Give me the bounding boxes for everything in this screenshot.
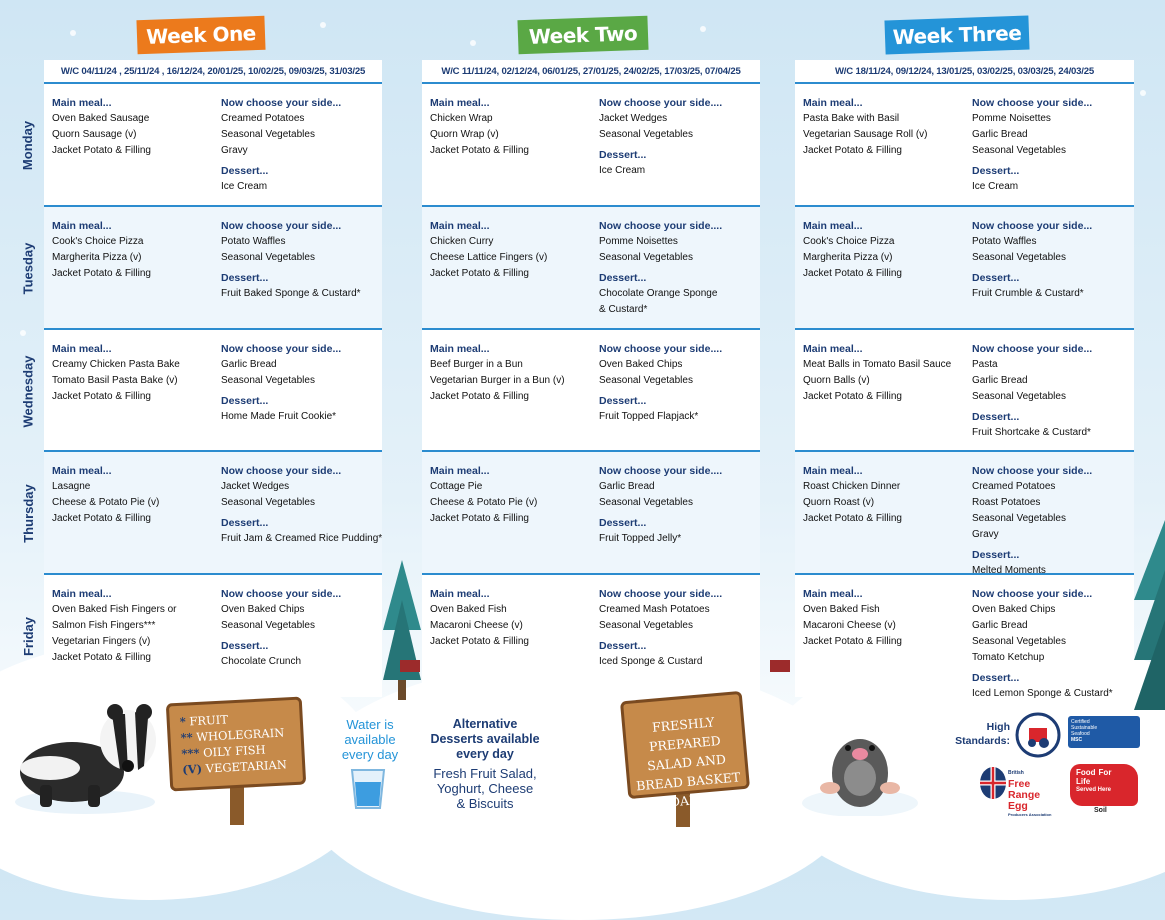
dessert-item: Fruit Crumble & Custard* [972, 288, 1084, 299]
snow-flake [1140, 90, 1146, 96]
side-heading: Now choose your side.... [599, 343, 723, 355]
side-item: Tomato Ketchup [972, 652, 1045, 663]
week-commencing-dates: W/C 18/11/24, 09/12/24, 13/01/25, 03/02/25, 03/03/25, 24/03/25 [834, 65, 1095, 77]
main-meal-column [430, 95, 529, 159]
main-meal-item: Jacket Potato & Filling [803, 145, 902, 156]
day-row-thursday [795, 450, 1134, 576]
main-meal-item: Pasta Bake with Basil [803, 113, 900, 124]
side-item: Gravy [972, 529, 999, 540]
dessert-heading: Dessert... [599, 640, 647, 652]
side-heading: Now choose your side... [221, 220, 342, 232]
key-row-vegetarian: (V) VEGETARIAN [181, 757, 288, 777]
main-meal-item: Oven Baked Sausage [52, 113, 150, 124]
main-meal-heading: Main meal... [52, 465, 112, 477]
british-egg-logo-icon [978, 766, 1008, 800]
week-commencing-dates: W/C 11/11/24, 02/12/24, 06/01/25, 27/01/25, 24/02/25, 17/03/25, 07/04/25 [441, 65, 741, 77]
dessert-heading: Dessert... [972, 165, 1020, 177]
side-heading: Now choose your side.... [599, 588, 723, 600]
pine-tree-icon [1134, 520, 1165, 710]
side-item: Seasonal Vegetables [972, 636, 1066, 647]
side-item: Creamed Potatoes [221, 113, 305, 124]
main-meal-item: Jacket Potato & Filling [430, 145, 529, 156]
dessert-item: Ice Cream [221, 181, 268, 192]
week-3-menu-panel [795, 60, 1134, 697]
side-item: Oven Baked Chips [599, 359, 683, 370]
side-item: Potato Waffles [972, 236, 1037, 247]
side-column [221, 341, 341, 425]
dessert-item: Fruit Topped Flapjack* [599, 411, 699, 422]
side-item: Seasonal Vegetables [221, 497, 315, 508]
side-item: Seasonal Vegetables [599, 620, 693, 631]
side-heading: Now choose your side... [221, 97, 342, 109]
day-row-wednesday [795, 328, 1134, 450]
main-meal-column [52, 341, 180, 405]
main-meal-item: Vegetarian Fingers (v) [52, 636, 151, 647]
side-heading: Now choose your side.... [599, 465, 723, 477]
day-row-wednesday [44, 328, 382, 450]
main-meal-item: Cheese & Potato Pie (v) [52, 497, 160, 508]
main-meal-column [52, 95, 151, 159]
badger-illustration [10, 700, 160, 815]
main-meal-column [803, 95, 928, 159]
side-item: Jacket Wedges [221, 481, 290, 492]
dessert-item: Fruit Shortcake & Custard* [972, 427, 1091, 438]
main-meal-column [52, 218, 151, 282]
main-meal-heading: Main meal... [803, 97, 863, 109]
main-meal-heading: Main meal... [430, 588, 490, 600]
main-meal-column [803, 586, 902, 650]
side-column [972, 218, 1092, 302]
main-meal-item: Macaroni Cheese (v) [430, 620, 523, 631]
day-row-friday [795, 573, 1134, 697]
dessert-item: Ice Cream [972, 181, 1019, 192]
day-row-tuesday [44, 205, 382, 328]
main-meal-column [803, 341, 951, 405]
main-meal-item: Chicken Curry [430, 236, 494, 247]
side-item: Garlic Bread [972, 129, 1028, 140]
side-item: Gravy [221, 145, 248, 156]
day-label-tuesday: Tuesday [20, 242, 36, 294]
key-row-fruit: * FRUIT [179, 712, 229, 729]
side-column [972, 463, 1092, 579]
side-item: Pasta [972, 359, 998, 370]
side-item: Seasonal Vegetables [221, 620, 315, 631]
tree-post [770, 660, 790, 672]
main-meal-item: Salmon Fish Fingers*** [52, 620, 156, 631]
dessert-heading: Dessert... [221, 640, 269, 652]
side-heading: Now choose your side.... [599, 97, 723, 109]
day-label-friday: Friday [20, 616, 36, 656]
side-column [972, 586, 1113, 702]
side-column [599, 95, 722, 179]
main-meal-column [52, 586, 177, 666]
side-column [599, 586, 722, 670]
side-item: Creamed Potatoes [972, 481, 1056, 492]
main-meal-item: Cottage Pie [430, 481, 483, 492]
main-meal-item: Tomato Basil Pasta Bake (v) [52, 375, 178, 386]
main-meal-item: Jacket Potato & Filling [430, 513, 529, 524]
soil-association-label: Soil [1094, 807, 1107, 814]
side-item: Seasonal Vegetables [221, 252, 315, 263]
main-meal-item: Jacket Potato & Filling [803, 513, 902, 524]
main-meal-item: Quorn Sausage (v) [52, 129, 137, 140]
side-column [972, 341, 1092, 441]
msc-logo: Certified Sustainable Seafood MSC [1068, 716, 1140, 748]
side-heading: Now choose your side... [221, 465, 342, 477]
side-item: Seasonal Vegetables [221, 129, 315, 140]
main-meal-column [52, 463, 159, 527]
side-item: Oven Baked Chips [221, 604, 305, 615]
side-item: Seasonal Vegetables [599, 129, 693, 140]
side-item: Pomme Noisettes [599, 236, 678, 247]
side-item: Garlic Bread [221, 359, 277, 370]
main-meal-heading: Main meal... [430, 220, 490, 232]
side-item: Jacket Wedges [599, 113, 668, 124]
main-meal-item: Jacket Potato & Filling [803, 636, 902, 647]
dessert-heading: Dessert... [599, 517, 647, 529]
side-item: Garlic Bread [972, 375, 1028, 386]
salad-sign: FRESHLY PREPARED SALAD AND BREAD BASKET DAILY [620, 691, 750, 799]
day-row-monday [795, 82, 1134, 205]
side-item: Oven Baked Chips [972, 604, 1056, 615]
main-meal-item: Macaroni Cheese (v) [803, 620, 896, 631]
side-column [599, 463, 722, 547]
main-meal-item: Jacket Potato & Filling [430, 268, 529, 279]
side-heading: Now choose your side... [972, 588, 1093, 600]
main-meal-item: Roast Chicken Dinner [803, 481, 901, 492]
dessert-heading: Dessert... [221, 272, 269, 284]
day-row-tuesday [795, 205, 1134, 328]
main-meal-heading: Main meal... [52, 97, 112, 109]
main-meal-item: Jacket Potato & Filling [52, 145, 151, 156]
alternative-desserts: Alternative Desserts available every day Fresh Fruit Salad, Yoghurt, Cheese & Biscuits [430, 717, 540, 811]
dessert-item: Fruit Jam & Creamed Rice Pudding* [221, 533, 383, 544]
main-meal-heading: Main meal... [803, 588, 863, 600]
side-column [972, 95, 1092, 195]
main-meal-column [430, 218, 547, 282]
main-meal-item: Cheese Lattice Fingers (v) [430, 252, 548, 263]
week-2-menu-panel [422, 60, 760, 697]
side-column [599, 218, 722, 318]
pine-tree-icon [383, 560, 421, 700]
day-label-thursday: Thursday [20, 483, 36, 543]
key-row-oily-fish: *** OILY FISH [181, 742, 266, 761]
dessert-heading: Dessert... [972, 411, 1020, 423]
side-item: Garlic Bread [972, 620, 1028, 631]
main-meal-item: Lasagne [52, 481, 91, 492]
main-meal-item: Quorn Roast (v) [803, 497, 875, 508]
dessert-heading: Dessert... [972, 272, 1020, 284]
main-meal-heading: Main meal... [52, 343, 112, 355]
week-two-banner: Week Two [517, 16, 648, 55]
week-commencing-dates: W/C 04/11/24 , 25/11/24 , 16/12/24, 20/01/25, 10/02/25, 09/03/25, 31/03/25 [60, 65, 366, 77]
side-item: Garlic Bread [599, 481, 655, 492]
week-one-banner: Week One [136, 16, 265, 54]
main-meal-item: Jacket Potato & Filling [430, 636, 529, 647]
main-meal-item: Oven Baked Fish Fingers or [52, 604, 177, 615]
main-meal-item: Cook's Choice Pizza [803, 236, 895, 247]
main-meal-item: Beef Burger in a Bun [430, 359, 523, 370]
day-row-thursday [422, 450, 760, 573]
water-glass-icon [350, 768, 386, 810]
dessert-item: Ice Cream [599, 165, 646, 176]
free-range-egg-logo: British Free Range Egg Producers Association [1008, 770, 1052, 817]
side-item: Pomme Noisettes [972, 113, 1051, 124]
main-meal-heading: Main meal... [803, 465, 863, 477]
side-item: Creamed Mash Potatoes [599, 604, 710, 615]
side-item: Seasonal Vegetables [972, 391, 1066, 402]
main-meal-item: Jacket Potato & Filling [803, 391, 902, 402]
side-heading: Now choose your side.... [599, 220, 723, 232]
main-meal-column [803, 463, 902, 527]
side-item: Seasonal Vegetables [972, 145, 1066, 156]
main-meal-item: Jacket Potato & Filling [52, 391, 151, 402]
main-meal-heading: Main meal... [52, 588, 112, 600]
side-column [221, 586, 341, 670]
day-label-wednesday: Wednesday [20, 354, 36, 428]
main-meal-item: Jacket Potato & Filling [803, 268, 902, 279]
main-meal-heading: Main meal... [803, 343, 863, 355]
main-meal-item: Cook's Choice Pizza [52, 236, 144, 247]
day-row-monday [44, 82, 382, 205]
main-meal-item: Vegetarian Sausage Roll (v) [803, 129, 928, 140]
main-meal-item: Oven Baked Fish [430, 604, 507, 615]
side-heading: Now choose your side... [221, 343, 342, 355]
week-three-banner: Week Three [884, 15, 1029, 54]
dessert-heading: Dessert... [972, 549, 1020, 561]
main-meal-column [430, 586, 529, 650]
main-meal-item: Jacket Potato & Filling [430, 391, 529, 402]
main-meal-item: Quorn Balls (v) [803, 375, 870, 386]
red-tractor-logo-icon [1015, 712, 1061, 758]
dessert-heading: Dessert... [221, 395, 269, 407]
day-row-thursday [44, 450, 382, 573]
dessert-heading: Dessert... [221, 165, 269, 177]
dessert-item: Iced Lemon Sponge & Custard* [972, 688, 1113, 699]
food-for-life-logo: Food For Life Served Here [1070, 764, 1138, 806]
main-meal-heading: Main meal... [430, 465, 490, 477]
week-1-menu-panel [44, 60, 382, 697]
side-heading: Now choose your side... [972, 220, 1093, 232]
main-meal-item: Vegetarian Burger in a Bun (v) [430, 375, 565, 386]
main-meal-item: Jacket Potato & Filling [52, 268, 151, 279]
side-item: Potato Waffles [221, 236, 286, 247]
side-column [221, 218, 361, 302]
side-heading: Now choose your side... [972, 465, 1093, 477]
main-meal-column [430, 341, 565, 405]
snow-flake [470, 40, 476, 46]
side-item: Roast Potatoes [972, 497, 1041, 508]
side-item: Seasonal Vegetables [599, 497, 693, 508]
main-meal-heading: Main meal... [803, 220, 863, 232]
main-meal-item: Meat Balls in Tomato Basil Sauce [803, 359, 952, 370]
side-item: Seasonal Vegetables [972, 252, 1066, 263]
dessert-item: Chocolate Orange Sponge [599, 288, 718, 299]
water-notice: Water is available every day [341, 717, 399, 762]
dessert-item: Iced Sponge & Custard [599, 656, 703, 667]
main-meal-item: Quorn Wrap (v) [430, 129, 499, 140]
dessert-heading: Dessert... [599, 272, 647, 284]
dessert-item: Home Made Fruit Cookie* [221, 411, 337, 422]
snow-flake [700, 26, 706, 32]
main-meal-item: Creamy Chicken Pasta Bake [52, 359, 180, 370]
snow-flake [70, 30, 76, 36]
main-meal-item: Oven Baked Fish [803, 604, 880, 615]
side-item: Seasonal Vegetables [599, 375, 693, 386]
side-column [221, 95, 341, 195]
main-meal-item: Cheese & Potato Pie (v) [430, 497, 538, 508]
side-heading: Now choose your side... [221, 588, 342, 600]
main-meal-item: Jacket Potato & Filling [52, 513, 151, 524]
day-row-tuesday [422, 205, 760, 328]
main-meal-item: Chicken Wrap [430, 113, 493, 124]
key-sign [166, 697, 306, 792]
day-label-monday: Monday [20, 120, 36, 170]
standards-title: High Standards: [955, 721, 1010, 747]
snow-flake [320, 22, 326, 28]
side-column [221, 463, 382, 547]
main-meal-item: Margherita Pizza (v) [803, 252, 893, 263]
day-row-friday [422, 573, 760, 697]
side-heading: Now choose your side... [972, 343, 1093, 355]
dessert-item: Fruit Baked Sponge & Custard* [221, 288, 361, 299]
dessert-item: Chocolate Crunch [221, 656, 302, 667]
main-meal-item: Margherita Pizza (v) [52, 252, 142, 263]
main-meal-column [430, 463, 537, 527]
main-meal-heading: Main meal... [430, 343, 490, 355]
main-meal-column [803, 218, 902, 282]
dessert-item: & Custard* [599, 304, 648, 315]
dessert-heading: Dessert... [972, 672, 1020, 684]
side-column [599, 341, 722, 425]
main-meal-heading: Main meal... [430, 97, 490, 109]
dessert-item: Fruit Topped Jelly* [599, 533, 682, 544]
dessert-item: Melted Moments [972, 565, 1046, 576]
side-item: Seasonal Vegetables [599, 252, 693, 263]
dessert-heading: Dessert... [599, 149, 647, 161]
main-meal-item: Jacket Potato & Filling [52, 652, 151, 663]
dessert-heading: Dessert... [599, 395, 647, 407]
side-heading: Now choose your side... [972, 97, 1093, 109]
main-meal-heading: Main meal... [52, 220, 112, 232]
key-row-wholegrain: ** WHOLEGRAIN [180, 725, 285, 745]
day-row-monday [422, 82, 760, 205]
side-item: Seasonal Vegetables [221, 375, 315, 386]
dessert-heading: Dessert... [221, 517, 269, 529]
day-row-wednesday [422, 328, 760, 450]
day-row-friday [44, 573, 382, 697]
tree-post [400, 660, 420, 672]
side-item: Seasonal Vegetables [972, 513, 1066, 524]
mole-illustration [800, 718, 920, 816]
